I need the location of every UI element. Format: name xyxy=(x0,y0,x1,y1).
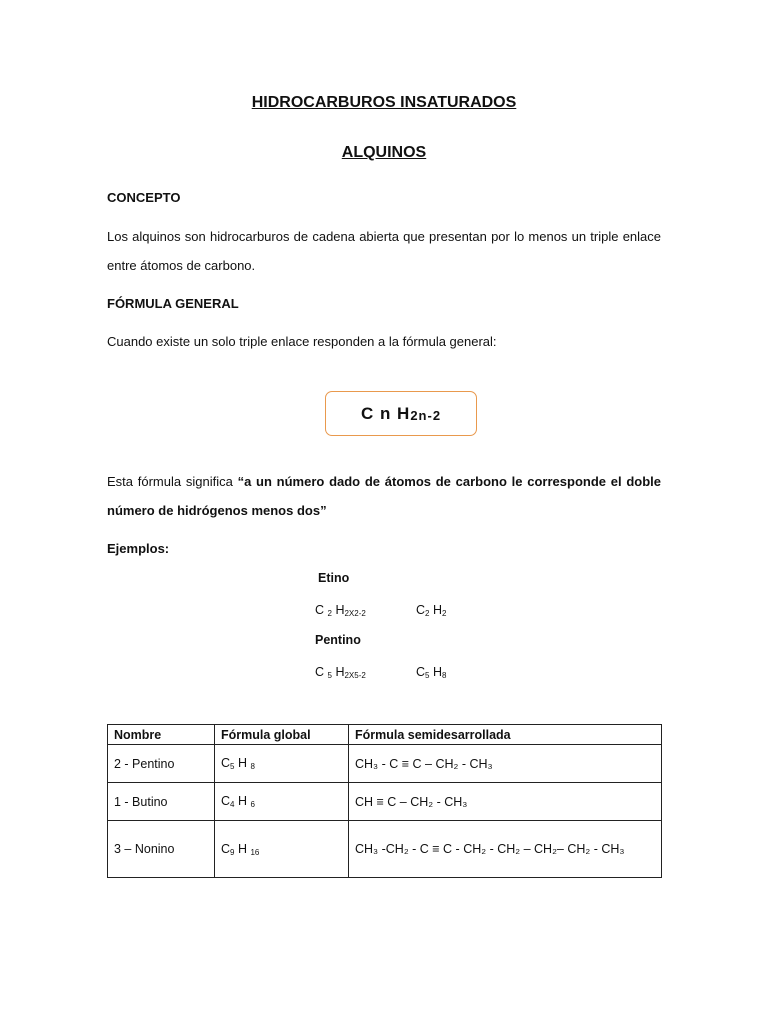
general-formula-heading: FÓRMULA GENERAL xyxy=(107,296,239,311)
formula-meaning xyxy=(107,467,661,525)
cell-semi: CH₃ -CH₂ - C ≡ C - CH₂ - CH₂ – CH₂– CH₂ - CH₃ xyxy=(349,821,662,878)
meaning-bold: “a un número dado de átomos de carbono le corresponde el doble número de hidrógenos menos dos” xyxy=(107,474,661,518)
concept-text: Los alquinos son hidrocarburos de cadena abierta que presentan por lo menos un triple enlace entre átomos de carbono. xyxy=(107,229,661,273)
column-header-global: Fórmula global xyxy=(215,725,349,745)
table-row xyxy=(108,745,662,783)
cell-semi: CH ≡ C – CH₂ - CH₃ xyxy=(349,783,662,821)
cell-name: 3 – Nonino xyxy=(108,821,215,878)
page-subtitle: ALQUINOS xyxy=(341,144,427,161)
example-name: Pentino xyxy=(315,633,361,647)
example-name: Etino xyxy=(318,571,350,585)
formula-main: C n H xyxy=(360,403,411,423)
alkynes-table xyxy=(107,724,662,878)
cell-semi: CH₃ - C ≡ C – CH₂ - CH₃ xyxy=(349,745,662,783)
column-header-semi: Fórmula semidesarrollada xyxy=(349,725,662,745)
general-formula-box xyxy=(325,391,477,436)
page-title: HIDROCARBUROS INSATURADOS xyxy=(251,94,517,111)
example-calc: C $_5$ $H_{2X5-2}$ xyxy=(315,665,366,680)
cell-global: $C_9$ H $_{16}$ xyxy=(215,821,349,878)
column-header-name: Nombre xyxy=(108,725,215,745)
cell-global: $C_4$ H $_6$ xyxy=(215,783,349,821)
table-row xyxy=(108,821,662,878)
meaning-prefix: Esta fórmula significa xyxy=(107,474,238,489)
table-header-row xyxy=(108,725,662,745)
example-result: $C_5$ $H_8$ xyxy=(416,665,447,680)
example-result: $C_2$ $H_2$ xyxy=(416,603,447,618)
cell-name: 1 - Butino xyxy=(108,783,215,821)
table-row xyxy=(108,783,662,821)
example-calc: C $_2$ $H_{2X2-2}$ xyxy=(315,603,366,618)
general-formula-intro: Cuando existe un solo triple enlace responden a la fórmula general: xyxy=(107,334,497,349)
formula-subscript: 2n-2 xyxy=(410,408,442,423)
concept-heading: CONCEPTO xyxy=(107,190,181,205)
cell-name: 2 - Pentino xyxy=(108,745,215,783)
cell-global: $C_5$ H $_8$ xyxy=(215,745,349,783)
examples-heading: Ejemplos: xyxy=(107,541,170,556)
